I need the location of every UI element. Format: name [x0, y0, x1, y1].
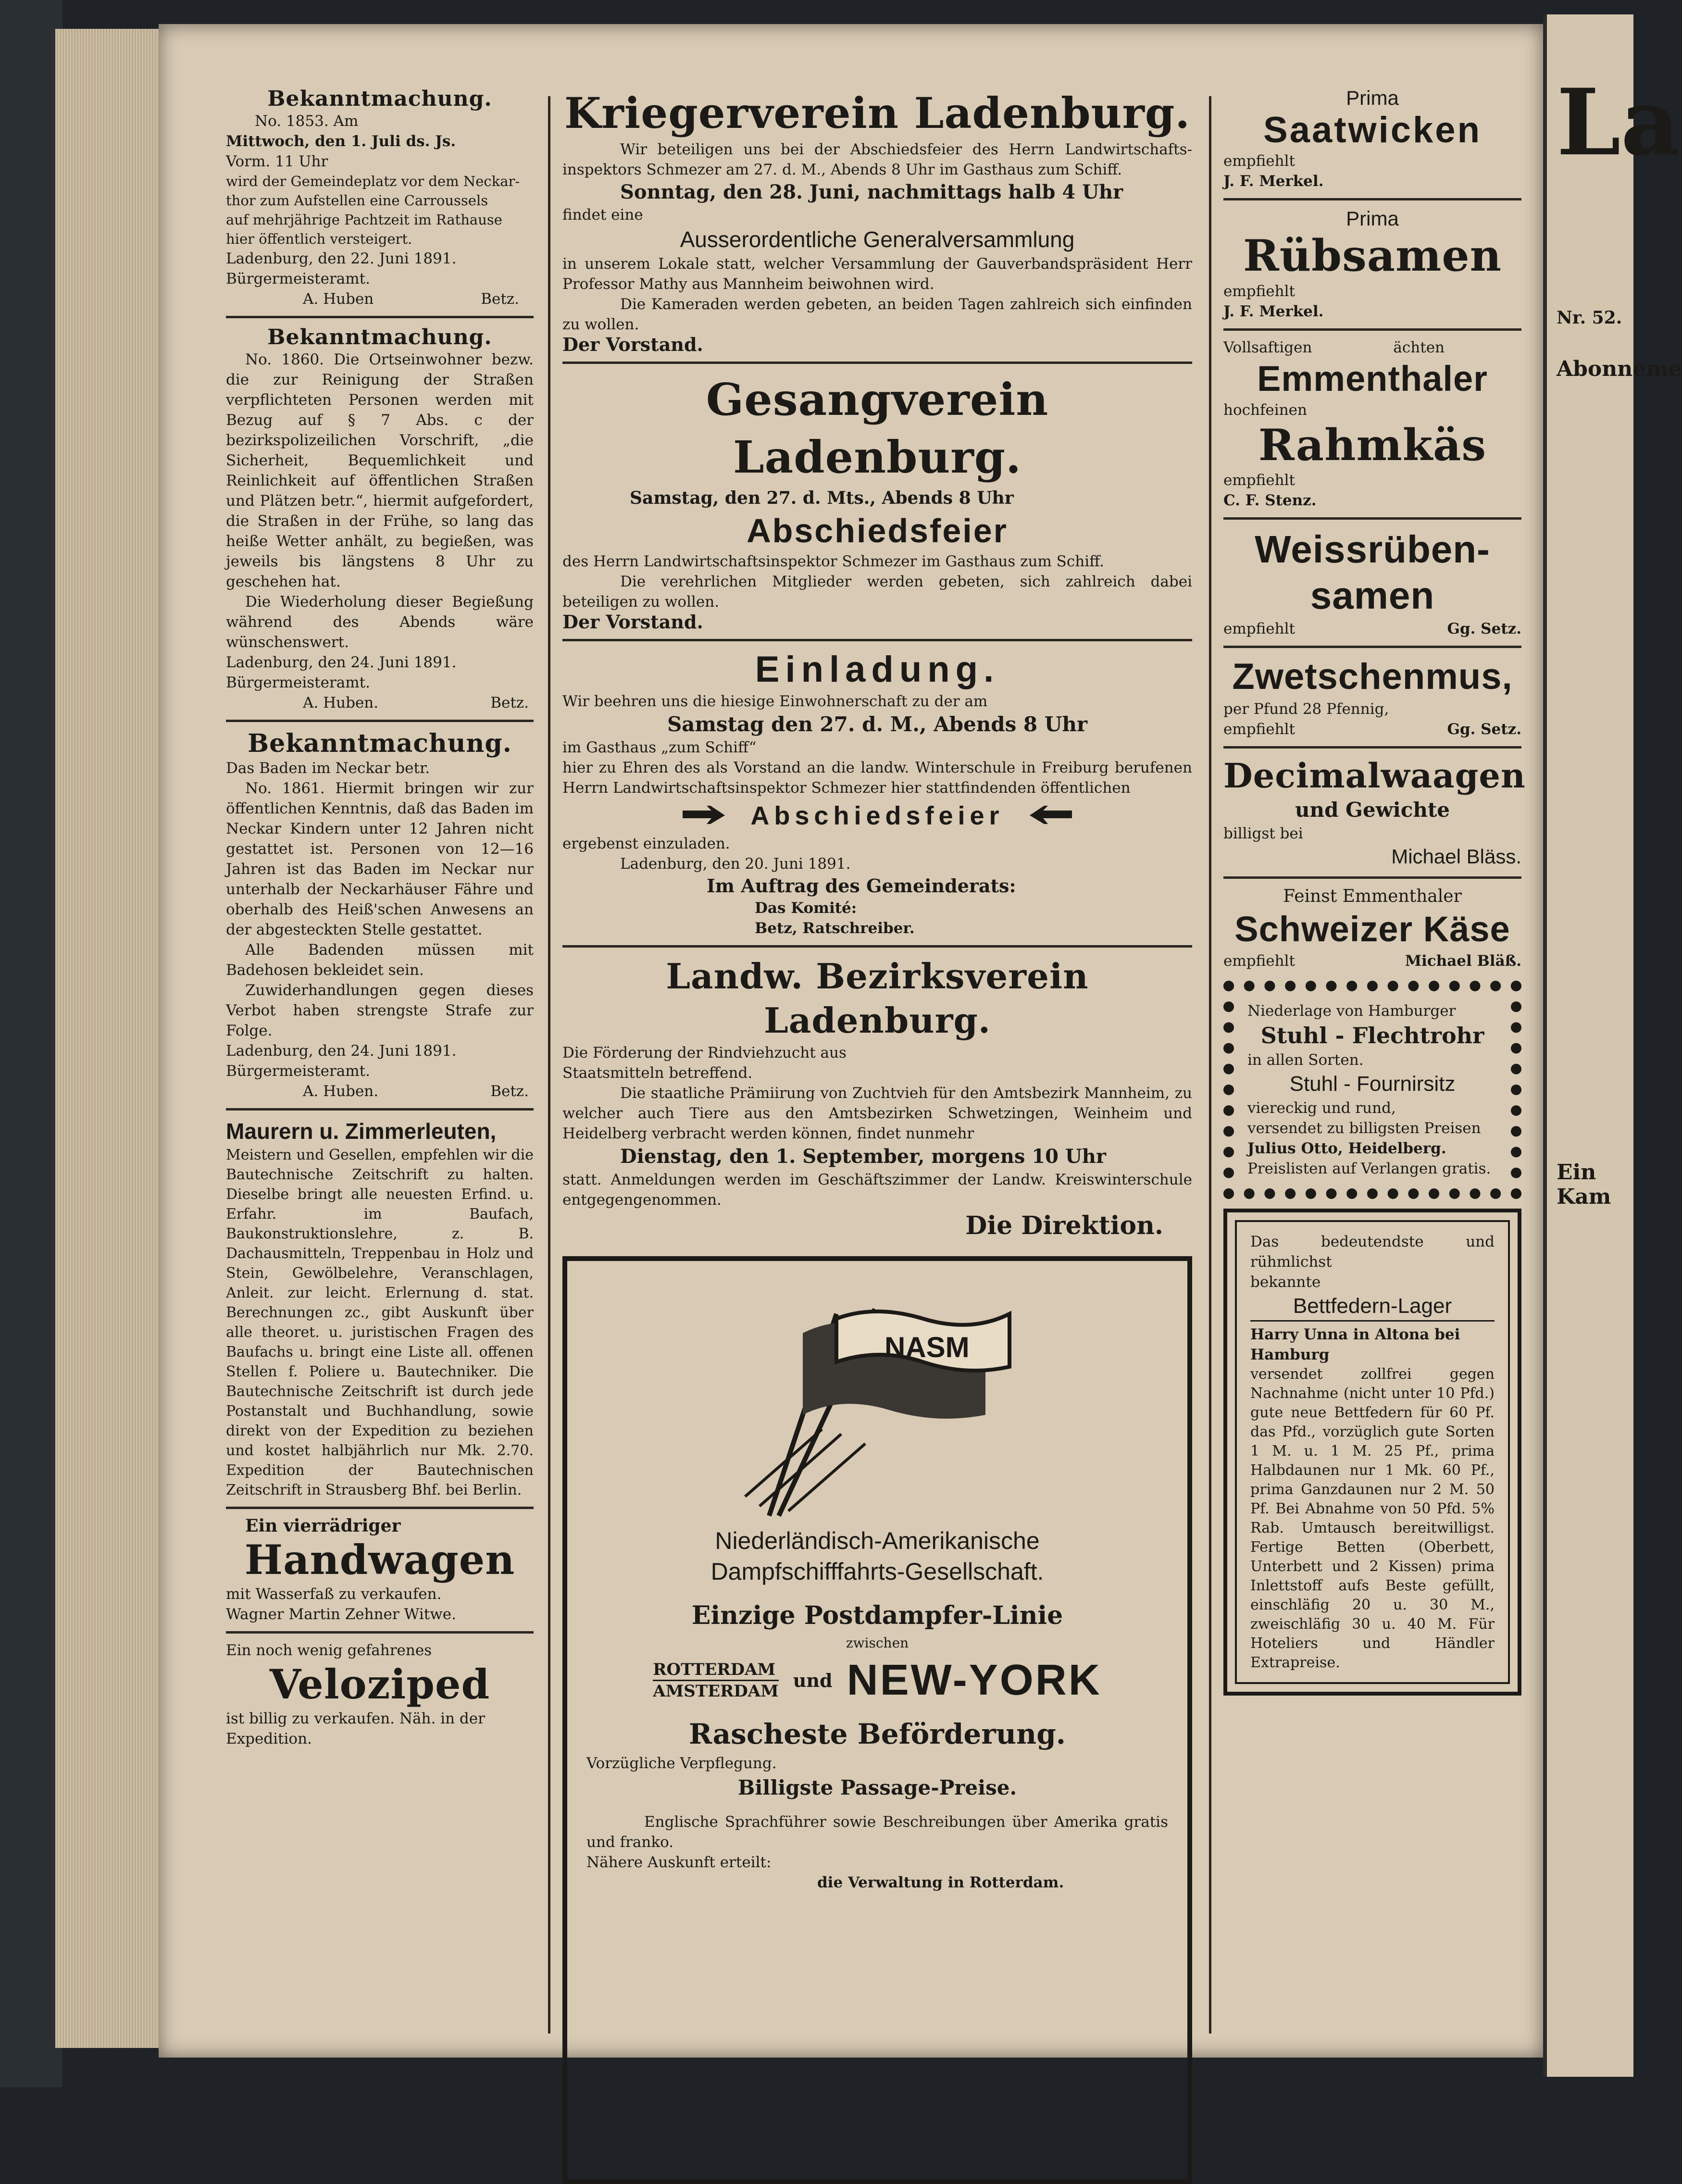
nasm-ship-ad — [562, 1256, 1192, 2184]
saatwicken-prima: Prima — [1346, 87, 1399, 109]
divider — [562, 945, 1192, 948]
column-rule-1 — [548, 96, 550, 2034]
kriegerverein-text: Wir beteiligen uns bei der Abschiedsfeier des Herrn Landwirtschafts-inspektors Schmezer am 27. d. M., Abends 8 Uhr im Gasthaus zum Schiff. — [562, 141, 1192, 178]
notice-1-line: Mittwoch, den 1. Juli ds. Js. — [226, 133, 456, 150]
zwetschenmus-ad — [1223, 655, 1521, 739]
maurern-heading: Maurern u. Zimmerleuten, — [226, 1119, 497, 1144]
ruebsamen-ad — [1223, 207, 1521, 322]
nasm-port-2: AMSTERDAM — [653, 1682, 779, 1701]
notice-3-text-3: Zuwiderhandlungen gegen dieses Verbot haben strengste Strafe zur Folge. — [226, 982, 534, 1039]
nasm-signature: die Verwaltung in Rotterdam. — [817, 1874, 1064, 1891]
notice-2-text: No. 1860. Die Ortseinwohner bezw. die zur Reinigung der Straßen verpflichteten Personen werden mit Bezug auf § 7 Abs. c der bezirkspolizeilichen Vorschrift, „die Sicherheit, Bequemlichkeit und Reinlichkeit auf öffentlichen Straßen und Plätzen betr.“, hiermit aufgefordert, die Straßen in der Frühe, so lang das heiße Wetter anhält, zu begießen, was jeweils bis längstens 8 Uhr zu geschehen hat. — [226, 351, 534, 590]
weissrueben-empfiehlt: empfiehlt — [1223, 620, 1295, 637]
notice-1-line: Ladenburg, den 22. Juni 1891. — [226, 250, 457, 267]
divider — [562, 362, 1192, 364]
saatwicken-seller: J. F. Merkel. — [1223, 173, 1324, 190]
next-page-masthead: La — [1557, 69, 1680, 176]
notice-1-line: No. 1853. Am — [255, 112, 359, 130]
divider — [226, 1507, 534, 1509]
bett-line-2: bekannte — [1250, 1273, 1321, 1291]
zwetschenmus-seller: Gg. Setz. — [1447, 721, 1521, 738]
zwetschenmus-heading: Zwetschenmus, — [1232, 656, 1513, 697]
nasm-und: und — [793, 1670, 833, 1691]
ruebsamen-empfiehlt: empfiehlt — [1223, 283, 1295, 300]
nasm-price: Billigste Passage-Preise. — [737, 1776, 1017, 1799]
emmenthaler-empfiehlt: empfiehlt — [1223, 472, 1295, 489]
bett-text: versendet zollfrei gegen Nachnahme (nicht unter 10 Pfd.) gute neue Bettfedern für 60 Pf. das Pfd., vorzüglich gute Sorten 1 M. u. 1 M. 25 Pf., prima Halbdaunen nur 1 Mk. 60 Pf., prima Ganzdaunen nur 2 M. 50 Pf. Bei Abnahme von 50 Pfd. 5% Rab. Umtausch bereitwilligst. Fertige Betten (Oberbett, Unterbett und 2 Kissen) prima Inlettstoff aufs Beste gefüllt, einschläfig 20 u. 30 M., zweischläfig 30 u. 40 M. Für Hoteliers und Händler Extrapreise. — [1250, 1366, 1495, 1671]
divider — [562, 639, 1192, 641]
divider — [1223, 876, 1521, 879]
kriegerverein-date: Sonntag, den 28. Juni, nachmittags halb 4 Uhr — [620, 181, 1123, 203]
decimalwaagen-billig: billigst bei — [1223, 825, 1303, 842]
bett-line: Das bedeutendste und rühmlichst — [1250, 1233, 1495, 1271]
emmenthaler-pre-2: ächten — [1393, 339, 1445, 356]
maurern-ad — [226, 1117, 534, 1500]
handwagen-ad — [226, 1516, 534, 1624]
stuhl-line: Niederlage von Hamburger — [1247, 1002, 1456, 1020]
divider — [1223, 517, 1521, 520]
schweizerkaese-heading: Schweizer Käse — [1234, 909, 1510, 949]
emmenthaler-pre: Vollsaftigen — [1223, 339, 1312, 356]
notice-2-date: Ladenburg, den 24. Juni 1891. — [226, 654, 457, 671]
landw-date: Dienstag, den 1. September, morgens 10 Uhr — [620, 1145, 1106, 1168]
einladung-ad — [562, 648, 1192, 938]
next-page-heading-2: Ein Kam — [1557, 1160, 1611, 1209]
notice-1-signature: A. Huben — [303, 290, 374, 308]
maurern-text: Meistern und Gesellen, empfehlen wir die Bautechnische Zeitschrift zu halten. Dieselbe bringt alle neuesten Erfind. u. Erfahr. im Baufach, Baukonstruktionslehre, z. B. Dachausmitteln, Treppenbau in Holz und Stein, Gewölbelehre, Veranschlagen, Anleit. zur leicht. Erlernung d. stat. Berechnungen zc., gibt Auskunft über alle theoret. u. juristischen Fragen des Baufachs u. bringt eine Liste all. offenen Stellen f. Poliere u. Bautechniker. Die Bautechnische Zeitschrift ist durch jede Postanstalt und Buchhandlung, sowie direkt von der Expedition zu beziehen und kostet halbjährlich nur Mk. 2.70. Expedition der Bautechnischen Zeitschrift in Strausberg Bhf. bei Berlin. — [226, 1147, 534, 1498]
notice-2 — [226, 325, 534, 713]
einladung-signature: Betz, Ratschreiber. — [755, 920, 915, 937]
notice-2-text-2: Die Wiederholung dieser Begießung während des Abends wäre wünschenswert. — [226, 593, 534, 651]
middle-column — [562, 87, 1192, 2184]
handwagen-heading: Handwagen — [244, 1536, 515, 1584]
landw-text: Die staatliche Prämiirung von Zuchtvieh für den Amtsbezirk Mannheim, zu welcher auch Tiere aus den Amtsbezirken Schwetzingen, Weinheim und Heidelberg verbracht werden können, findet nunmehr — [562, 1085, 1192, 1142]
divider — [226, 1631, 534, 1634]
emmenthaler-seller: C. F. Stenz. — [1223, 492, 1317, 509]
saatwicken-empfiehlt: empfiehlt — [1223, 152, 1295, 170]
notice-1-line: Bürgermeisteramt. — [226, 270, 370, 287]
notice-3-heading: Bekanntmachung. — [248, 729, 512, 758]
emmenthaler-mid: hochfeinen — [1223, 401, 1307, 419]
einladung-date-2: Ladenburg, den 20. Juni 1891. — [620, 855, 851, 873]
ruebsamen-seller: J. F. Merkel. — [1223, 303, 1324, 320]
landw-subject: Die Förderung der Rindviehzucht aus — [562, 1044, 847, 1061]
nasm-between: zwischen — [846, 1635, 909, 1651]
schweizerkaese-pre: Feinst Emmenthaler — [1283, 886, 1462, 906]
saatwicken-ad — [1223, 87, 1521, 191]
notice-3 — [226, 729, 534, 1101]
saatwicken-heading: Saatwicken — [1263, 110, 1482, 150]
notice-3-date: Ladenburg, den 24. Juni 1891. — [226, 1042, 457, 1060]
notice-3-signature: A. Huben. — [303, 1083, 379, 1100]
left-column — [226, 87, 534, 1749]
schweizerkaese-seller: Michael Bläß. — [1405, 952, 1521, 970]
stuhl-seller: Julius Otto, Heidelberg. — [1247, 1140, 1446, 1157]
stuhl-heading: Stuhl - Flechtrohr — [1260, 1023, 1484, 1048]
nasm-destination: NEW-YORK — [847, 1656, 1102, 1704]
nasm-port: ROTTERDAM — [653, 1660, 779, 1681]
kriegerverein-heading: Kriegerverein Ladenburg. — [564, 88, 1191, 138]
landw-bezirksverein-ad — [562, 954, 1192, 1242]
stuhl-line-2: in allen Sorten. — [1247, 1051, 1364, 1069]
page-edges — [55, 29, 166, 2048]
schweizerkaese-ad — [1223, 886, 1521, 971]
stuhl-heading-2: Stuhl - Fournirsitz — [1289, 1072, 1456, 1096]
kriegerverein-event: Ausserordentliche Generalversammlung — [680, 227, 1075, 252]
nasm-fast: Rascheste Beförderung. — [689, 1718, 1066, 1750]
veloziped-ad — [226, 1640, 534, 1749]
rahmkaes-heading: Rahmkäs — [1258, 420, 1487, 471]
decimalwaagen-ad — [1223, 755, 1526, 870]
decimalwaagen-seller: Michael Bläss. — [1391, 845, 1521, 868]
kriegerverein-text-2: in unserem Lokale statt, welcher Versammlung der Gauverbandspräsident Herr Professor Mathy aus Mannheim beiwohnen wird. — [562, 255, 1192, 293]
column-rule-2 — [1209, 96, 1211, 2034]
einladung-event: Abschiedsfeier — [750, 801, 1004, 830]
notice-1-line: hier öffentlich versteigert. — [226, 231, 412, 247]
veloziped-heading: Veloziped — [269, 1660, 490, 1708]
nasm-text: Englische Sprachführer sowie Beschreibungen über Amerika gratis und franko. — [586, 1813, 1168, 1851]
nasm-flag-text: NASM — [885, 1331, 970, 1363]
veloziped-pre: Ein noch wenig gefahrenes — [226, 1642, 432, 1659]
schweizerkaese-empfiehlt: empfiehlt — [1223, 952, 1295, 970]
pointing-hand-left-icon — [1021, 804, 1074, 828]
kriegerverein-text-3: Die Kameraden werden gebeten, an beiden Tagen zahlreich sich einfinden zu wollen. — [562, 296, 1192, 333]
gesangverein-ad — [562, 371, 1192, 632]
nasm-company-2: Dampfschifffahrts-Gesellschaft. — [710, 1558, 1044, 1585]
weissrueben-seller: Gg. Setz. — [1447, 620, 1521, 637]
notice-3-subject: Das Baden im Neckar betr. — [226, 760, 430, 777]
landw-signature: Die Direktion. — [965, 1211, 1163, 1240]
emmenthaler-heading: Emmenthaler — [1257, 359, 1488, 399]
divider — [226, 720, 534, 722]
nasm-line: Einzige Postdampfer-Linie — [691, 1601, 1063, 1630]
notice-2-signature: A. Huben. — [303, 694, 379, 711]
ruebsamen-heading: Rübsamen — [1243, 230, 1502, 281]
kriegerverein-ad — [562, 87, 1192, 355]
flags-illustration-icon — [586, 1275, 1163, 1525]
decimalwaagen-sub: und Gewichte — [1295, 798, 1450, 822]
landw-heading: Landw. Bezirksverein Ladenburg. — [666, 956, 1089, 1041]
bett-line-3: Harry Unna in Altona bei — [1250, 1326, 1460, 1343]
notice-1 — [226, 87, 534, 309]
landw-text-2: statt. Anmeldungen werden im Geschäftszimmer der Landw. Kreiswinterschule entgegengenommen. — [562, 1171, 1192, 1209]
handwagen-pre: Ein vierrädriger — [245, 1516, 401, 1536]
weissrueben-ad — [1223, 526, 1521, 639]
veloziped-line: ist billig zu verkaufen. Näh. in der — [226, 1710, 485, 1727]
decimalwaagen-heading: Decimalwaagen — [1223, 756, 1526, 796]
notice-3-signature-2: Betz. — [490, 1083, 529, 1100]
stuhl-line-3: viereckig und rund, — [1247, 1099, 1396, 1117]
nasm-company: Niederländisch-Amerikanische — [715, 1527, 1040, 1554]
notice-2-office: Bürgermeisteramt. — [226, 674, 370, 691]
bett-heading: Bettfedern-Lager — [1250, 1292, 1495, 1322]
divider — [226, 316, 534, 318]
stuhl-flechtrohr-ad — [1223, 981, 1521, 1199]
nasm-flag — [586, 1275, 1168, 1525]
pointing-hand-right-icon — [681, 804, 734, 828]
divider — [1223, 198, 1521, 200]
veloziped-line-2: Expedition. — [226, 1730, 312, 1747]
weissrueben-heading-2: samen — [1310, 574, 1435, 617]
einladung-auftrag: Im Auftrag des Gemeinderats: — [707, 875, 1016, 897]
bettfedern-ad — [1223, 1209, 1521, 1696]
notice-2-heading: Bekanntmachung. — [267, 325, 492, 349]
nasm-info: Nähere Auskunft erteilt: — [586, 1854, 772, 1871]
gesangverein-date: Samstag, den 27. d. Mts., Abends 8 Uhr — [630, 488, 1014, 508]
ruebsamen-prima: Prima — [1346, 207, 1399, 230]
right-column — [1223, 87, 1526, 1705]
gesangverein-heading: Gesangverein Ladenburg. — [706, 374, 1049, 483]
landw-subject-2: Staatsmitteln betreffend. — [562, 1064, 753, 1082]
einladung-text: hier zu Ehren des als Vorstand an die landw. Winterschule in Freiburg berufenen Herrn Landwirtschaftsinspektor Schmezer hier stattfindenden öffentlichen — [562, 759, 1192, 797]
stuhl-line-6: Preislisten auf Verlangen gratis. — [1247, 1160, 1491, 1177]
handwagen-seller: Wagner Martin Zehner Witwe. — [226, 1606, 456, 1623]
einladung-location: im Gasthaus „zum Schiff“ — [562, 739, 757, 756]
einladung-date: Samstag den 27. d. M., Abends 8 Uhr — [667, 712, 1088, 736]
divider — [226, 1108, 534, 1111]
notice-3-text-2: Alle Badenden müssen mit Badehosen bekleidet sein. — [226, 941, 534, 979]
nasm-food: Vorzügliche Verpflegung. — [586, 1755, 777, 1772]
zwetschenmus-empfiehlt: empfiehlt — [1223, 721, 1295, 738]
notice-1-line: wird der Gemeindeplatz vor dem Neckar- — [226, 173, 520, 189]
einladung-komite: Das Komité: — [755, 899, 857, 917]
divider — [1223, 328, 1521, 331]
next-page-number: Nr. 52. — [1557, 308, 1622, 328]
notice-1-line: thor zum Aufstellen eine Carroussels — [226, 192, 488, 209]
gesangverein-signature: Der Vorstand. — [562, 611, 703, 633]
emmenthaler-ad — [1223, 337, 1521, 511]
einladung-heading: Einladung. — [755, 649, 1000, 690]
stuhl-line-4: versendet zu billigsten Preisen — [1247, 1120, 1481, 1137]
einladung-text-2: ergebenst einzuladen. — [562, 835, 730, 852]
notice-3-office: Bürgermeisteramt. — [226, 1062, 370, 1080]
handwagen-line: mit Wasserfaß zu verkaufen. — [226, 1585, 442, 1603]
notice-1-signature-2: Betz. — [481, 290, 519, 308]
gesangverein-text-2: Die verehrlichen Mitglieder werden gebeten, sich zahlreich dabei beteiligen zu wollen. — [562, 573, 1192, 611]
next-page-heading: Abonneme — [1557, 357, 1682, 381]
notice-1-line: Vorm. 11 Uhr — [226, 153, 328, 170]
notice-1-heading: Bekanntmachung. — [267, 87, 492, 111]
kriegerverein-findet: findet eine — [562, 206, 643, 224]
gesangverein-text: des Herrn Landwirtschaftsinspektor Schmezer im Gasthaus zum Schiff. — [562, 553, 1104, 570]
bett-line-4: Hamburg — [1250, 1346, 1330, 1363]
kriegerverein-signature: Der Vorstand. — [562, 334, 703, 355]
next-page-sliver — [1543, 14, 1682, 2077]
notice-1-line: auf mehrjährige Pachtzeit im Rathause — [226, 212, 502, 228]
weissrueben-heading: Weissrüben- — [1255, 528, 1490, 571]
zwetschenmus-price: per Pfund 28 Pfennig, — [1223, 700, 1389, 718]
einladung-line: Wir beehren uns die hiesige Einwohnerschaft zu der am — [562, 693, 988, 710]
binder-background — [0, 0, 62, 2087]
gesangverein-event: Abschiedsfeier — [747, 512, 1008, 549]
notice-2-signature-2: Betz. — [490, 694, 529, 711]
divider — [1223, 646, 1521, 648]
divider — [1223, 746, 1521, 749]
notice-3-text: No. 1861. Hiermit bringen wir zur öffentlichen Kenntnis, daß das Baden im Neckar Kindern unter 12 Jahren nicht gestattet ist. Personen von 12—16 Jahren ist das Baden im Neckar nur unterhalb der Neckarhäuser Fähre und oberhalb des Heiß'schen Anwesens an der abgesteckten Stelle gestattet. — [226, 780, 534, 938]
